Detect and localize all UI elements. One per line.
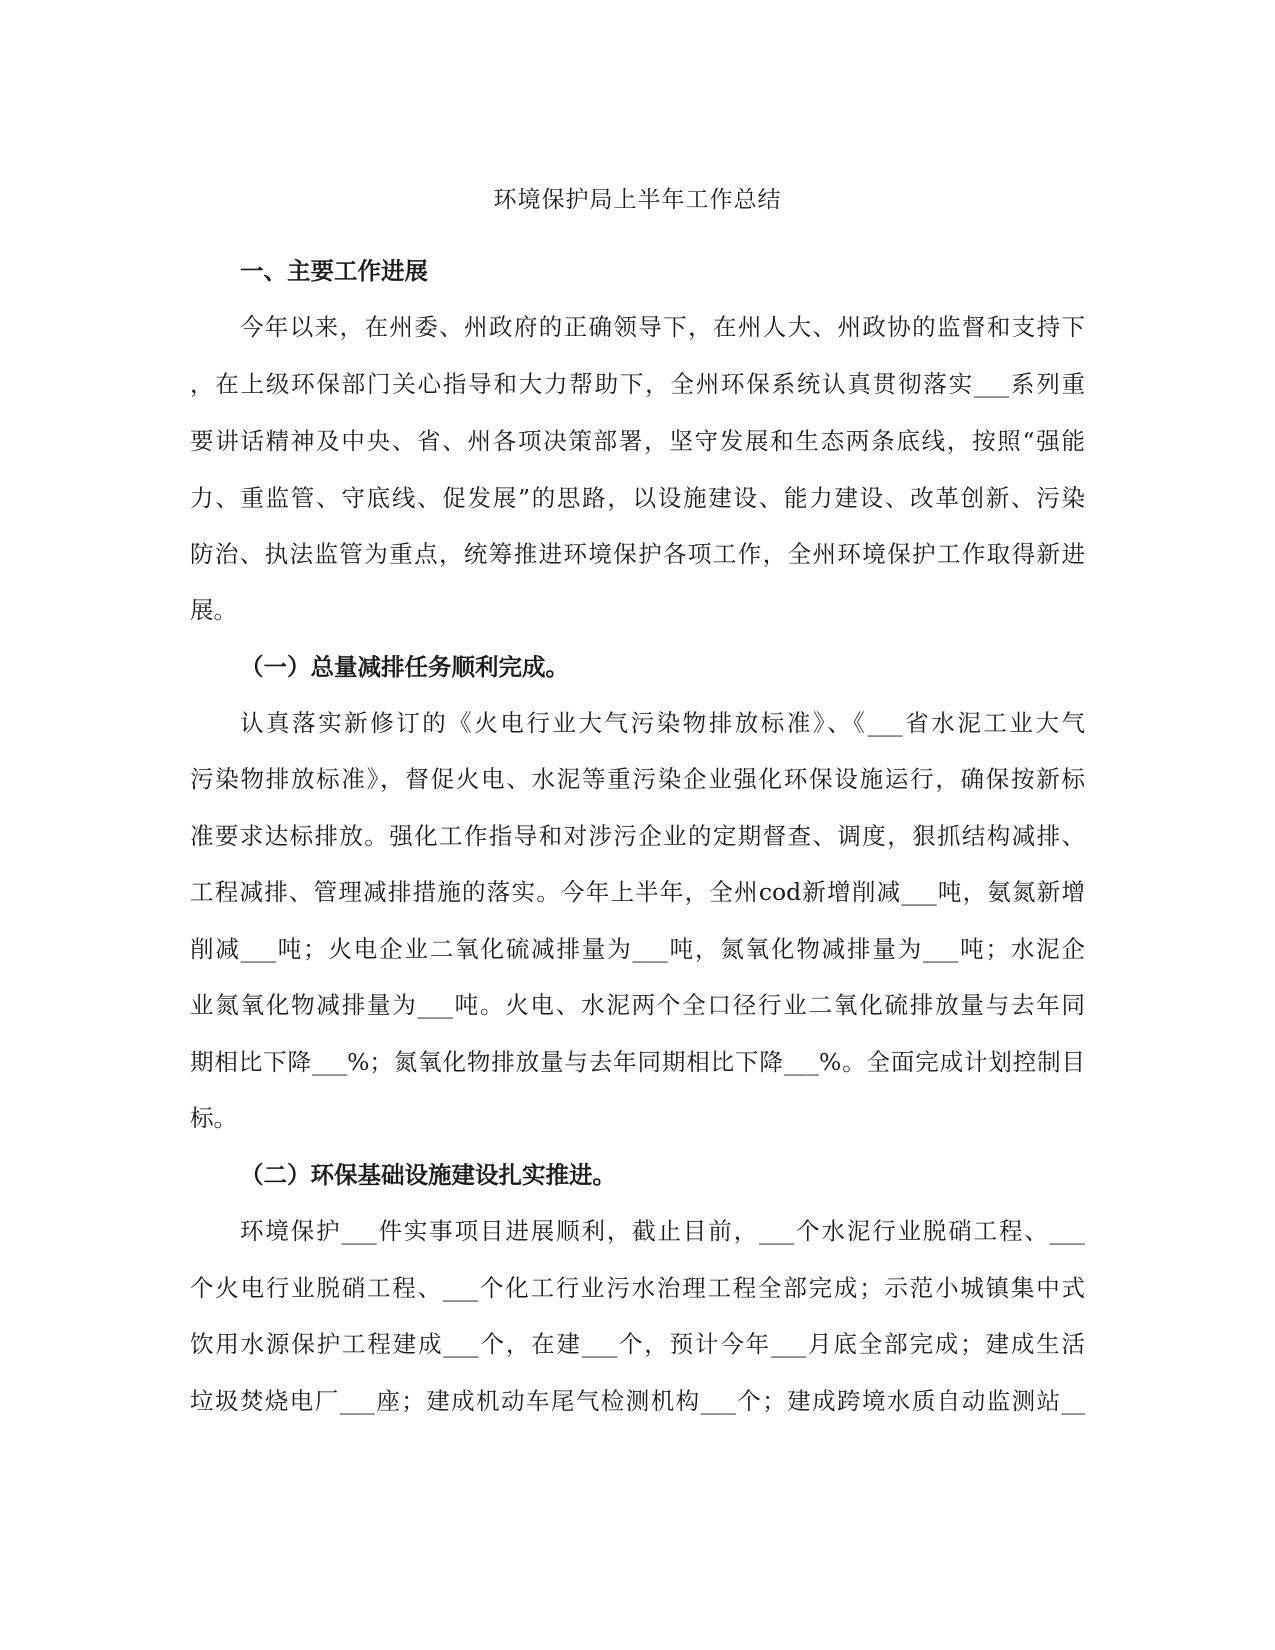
paragraph-line: 要讲话精神及中央、省、州各项决策部署，坚守发展和生态两条底线，按照“强能 (190, 427, 1085, 455)
paragraph-line: 展。 (190, 596, 237, 624)
paragraph-line: 准要求达标排放。强化工作指导和对涉污企业的定期督查、调度，狠抓结构减排、 (190, 822, 1085, 850)
paragraph-line: 防治、执法监管为重点，统筹推进环境保护各项工作，全州环境保护工作取得新进 (190, 540, 1085, 568)
paragraph-line: 业氮氧化物减排量为___吨。火电、水泥两个全口径行业二氧化硫排放量与去年同 (190, 991, 1085, 1019)
paragraph-line: 环境保护___件实事项目进展顺利，截止目前，___个水泥行业脱硝工程、___ (240, 1217, 1085, 1245)
paragraph-line: 饮用水源保护工程建成___个，在建___个，预计今年___月底全部完成；建成生活 (190, 1330, 1085, 1358)
paragraph-line: 期相比下降___%；氮氧化物排放量与去年同期相比下降___%。全面完成计划控制目 (190, 1048, 1085, 1076)
paragraph-line: 标。 (190, 1104, 237, 1132)
paragraph-line: ，在上级环保部门关心指导和大力帮助下，全州环保系统认真贯彻落实___系列重 (190, 370, 1085, 398)
paragraph-line: 垃圾焚烧电厂___座；建成机动车尾气检测机构___个；建成跨境水质自动监测站__ (190, 1387, 1085, 1415)
paragraph-line: 污染物排放标准》，督促火电、水泥等重污染企业强化环保设施运行，确保按新标 (190, 765, 1085, 793)
paragraph-line: 力、重监管、守底线、促发展”的思路，以设施建设、能力建设、改革创新、污染 (190, 484, 1085, 512)
paragraph-line: 削减___吨；火电企业二氧化硫减排量为___吨，氮氧化物减排量为___吨；水泥企 (190, 935, 1085, 963)
paragraph-line: 个火电行业脱硝工程、___个化工行业污水治理工程全部完成；示范小城镇集中式 (190, 1274, 1085, 1302)
document-title: 环境保护局上半年工作总结 (493, 187, 782, 213)
paragraph-line: 今年以来，在州委、州政府的正确领导下，在州人大、州政协的监督和支持下 (240, 313, 1085, 341)
section-heading-main-progress: 一、主要工作进展 (240, 257, 428, 285)
paragraph-line: 认真落实新修订的《火电行业大气污染物排放标准》、《___省水泥工业大气 (240, 709, 1085, 737)
paragraph-line: 工程减排、管理减排措施的落实。今年上半年，全州cod新增削减___吨，氨氮新增 (190, 878, 1085, 906)
subsection-heading-emission-reduction: （一）总量减排任务顺利完成。 (240, 653, 569, 681)
subsection-heading-infrastructure: （二）环保基础设施建设扎实推进。 (240, 1161, 616, 1189)
